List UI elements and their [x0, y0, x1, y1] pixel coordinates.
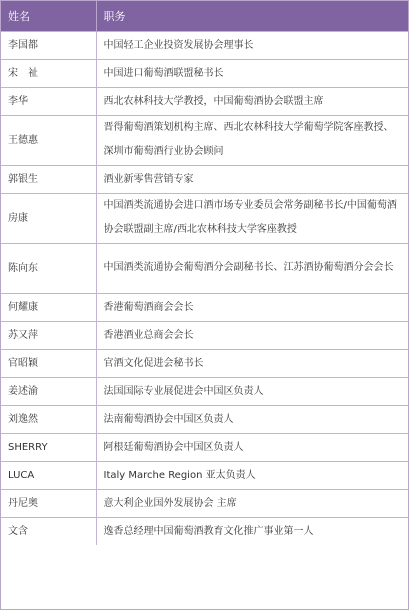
- cell-name: 姜述渝: [1, 377, 96, 405]
- cell-name: 丹尼奥: [1, 489, 96, 517]
- table-row: [1, 115, 408, 165]
- cell-name: 李华: [1, 87, 96, 115]
- table-row: [1, 461, 408, 489]
- cell-role: 法国国际专业展促进会中国区负责人: [96, 377, 408, 405]
- cell-role: 阿根廷葡萄酒协会中国区负责人: [96, 433, 408, 461]
- table-row: [1, 433, 408, 461]
- table-row: [1, 293, 408, 321]
- table-row: [1, 405, 408, 433]
- table-body: [1, 31, 408, 545]
- table-row: [1, 321, 408, 349]
- cell-name: 宋 祉: [1, 59, 96, 87]
- header-role: 职务: [96, 1, 408, 31]
- table-row: [1, 243, 408, 293]
- cell-role: Italy Marche Region 亚太负责人: [96, 461, 408, 489]
- cell-role: 法南葡萄酒协会中国区负责人: [96, 405, 408, 433]
- cell-name: 苏又萍: [1, 321, 96, 349]
- table-row: [1, 517, 408, 545]
- table-row: [1, 165, 408, 193]
- table-row: [1, 193, 408, 243]
- cell-role: 中国酒类流通协会葡萄酒分会副秘书长、江苏酒协葡萄酒分会会长: [96, 243, 408, 293]
- cell-name: 李国都: [1, 31, 96, 59]
- table-row: [1, 377, 408, 405]
- cell-name: 何耀康: [1, 293, 96, 321]
- cell-role: 逸香总经理中国葡萄酒教育文化推广事业第一人: [96, 517, 408, 545]
- cell-role: 中国酒类流通协会进口酒市场专业委员会常务副秘书长/中国葡萄酒协会联盟副主席/西北农林科技大学客座教授: [96, 193, 408, 243]
- table-row: [1, 349, 408, 377]
- table-row: [1, 31, 408, 59]
- cell-role: 中国轻工企业投资发展协会理事长: [96, 31, 408, 59]
- cell-name: SHERRY: [1, 433, 96, 461]
- cell-name: 刘逸然: [1, 405, 96, 433]
- cell-role: 中国进口葡萄酒联盟秘书长: [96, 59, 408, 87]
- cell-name: LUCA: [1, 461, 96, 489]
- cell-name: 郭银生: [1, 165, 96, 193]
- cell-role: 晋得葡萄酒策划机构主席、西北农林科技大学葡萄学院客座教授、深圳市葡萄酒行业协会顾问: [96, 115, 408, 165]
- cell-name: 房康: [1, 193, 96, 243]
- cell-name: 王德惠: [1, 115, 96, 165]
- cell-role: 西北农林科技大学教授，中国葡萄酒协会联盟主席: [96, 87, 408, 115]
- table-row: [1, 59, 408, 87]
- cell-name: 陈向东: [1, 243, 96, 293]
- table-row: [1, 87, 408, 115]
- cell-name: 官昭颖: [1, 349, 96, 377]
- cell-role: 酒业新零售营销专家: [96, 165, 408, 193]
- cell-role: 香港酒业总商会会长: [96, 321, 408, 349]
- cell-role: 意大利企业国外发展协会 主席: [96, 489, 408, 517]
- table-header-row: [1, 1, 408, 31]
- cell-role: 香港葡萄酒商会会长: [96, 293, 408, 321]
- cell-role: 官酒文化促进会秘书长: [96, 349, 408, 377]
- personnel-table: [1, 1, 408, 545]
- header-name: 姓名: [1, 1, 96, 31]
- table-row: [1, 489, 408, 517]
- cell-name: 文含: [1, 517, 96, 545]
